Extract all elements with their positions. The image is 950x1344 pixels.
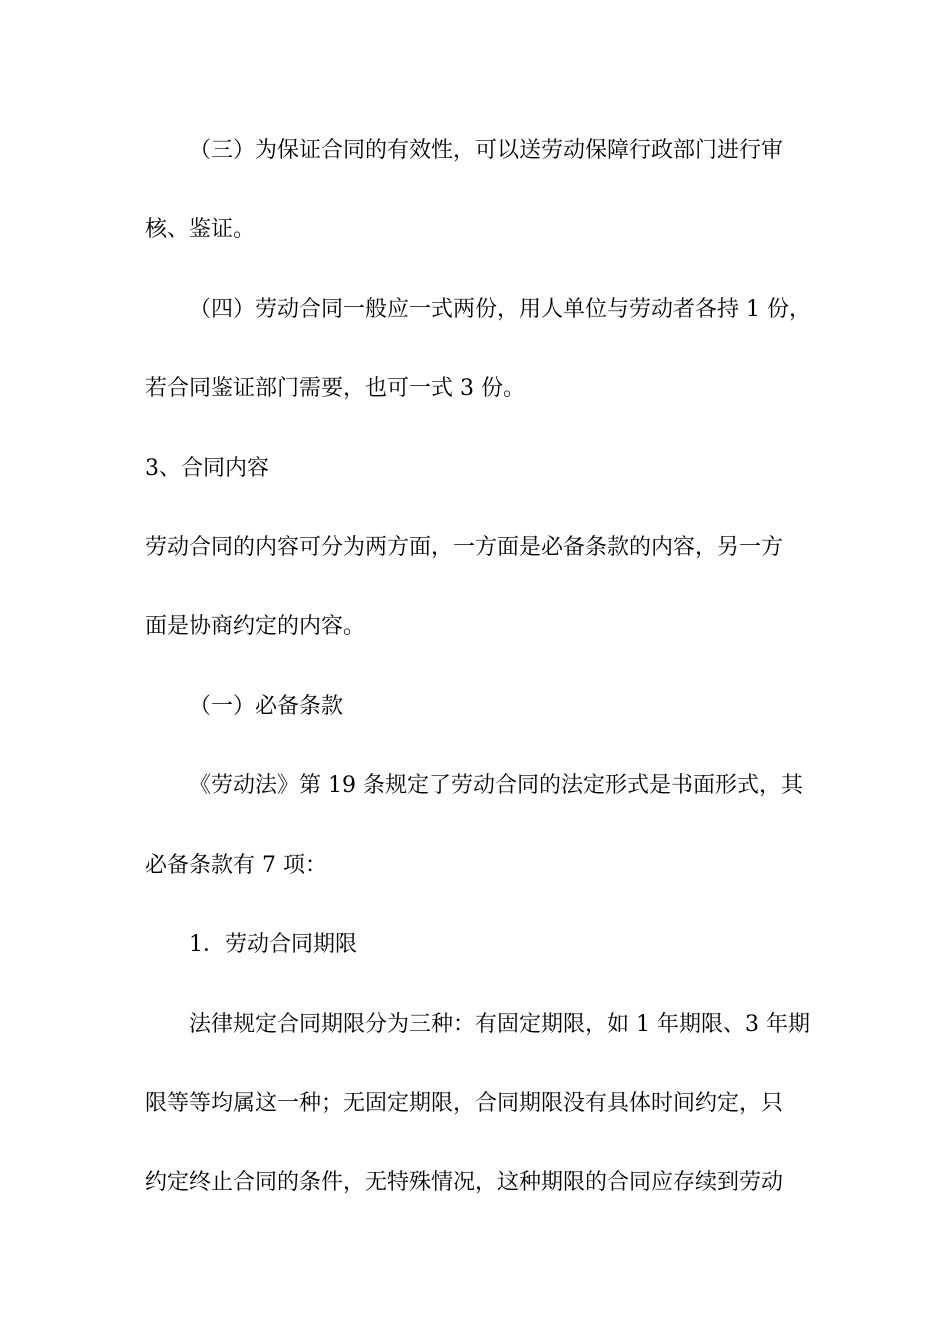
paragraph-line: 必备条款有 7 项： [145,853,327,878]
paragraph-line: （三）为保证合同的有效性，可以送劳动保障行政部门进行审 [189,138,784,163]
item-heading: 1．劳动合同期限 [189,932,357,957]
paragraph-line: 若合同鉴证部门需要，也可一式 3 份。 [145,376,525,401]
paragraph-line: 法律规定合同期限分为三种：有固定期限，如 1 年期限、3 年期 [189,1012,810,1037]
paragraph-line: 核、鉴证。 [145,217,256,242]
paragraph-line: （四）劳动合同一般应一式两份，用人单位与劳动者各持 1 份， [189,297,811,322]
paragraph-line: 《劳动法》第 19 条规定了劳动合同的法定形式是书面形式，其 [189,773,803,798]
paragraph-line: 约定终止合同的条件，无特殊情况，这种期限的合同应存续到劳动 [145,1170,784,1195]
subsection-heading: （一）必备条款 [189,694,344,719]
paragraph-line: 劳动合同的内容可分为两方面，一方面是必备条款的内容，另一方 [145,535,784,560]
paragraph-line: 限等等均属这一种；无固定期限，合同期限没有具体时间约定，只 [145,1091,784,1116]
paragraph-line: 面是协商约定的内容。 [145,614,366,639]
section-heading: 3、合同内容 [145,456,269,481]
